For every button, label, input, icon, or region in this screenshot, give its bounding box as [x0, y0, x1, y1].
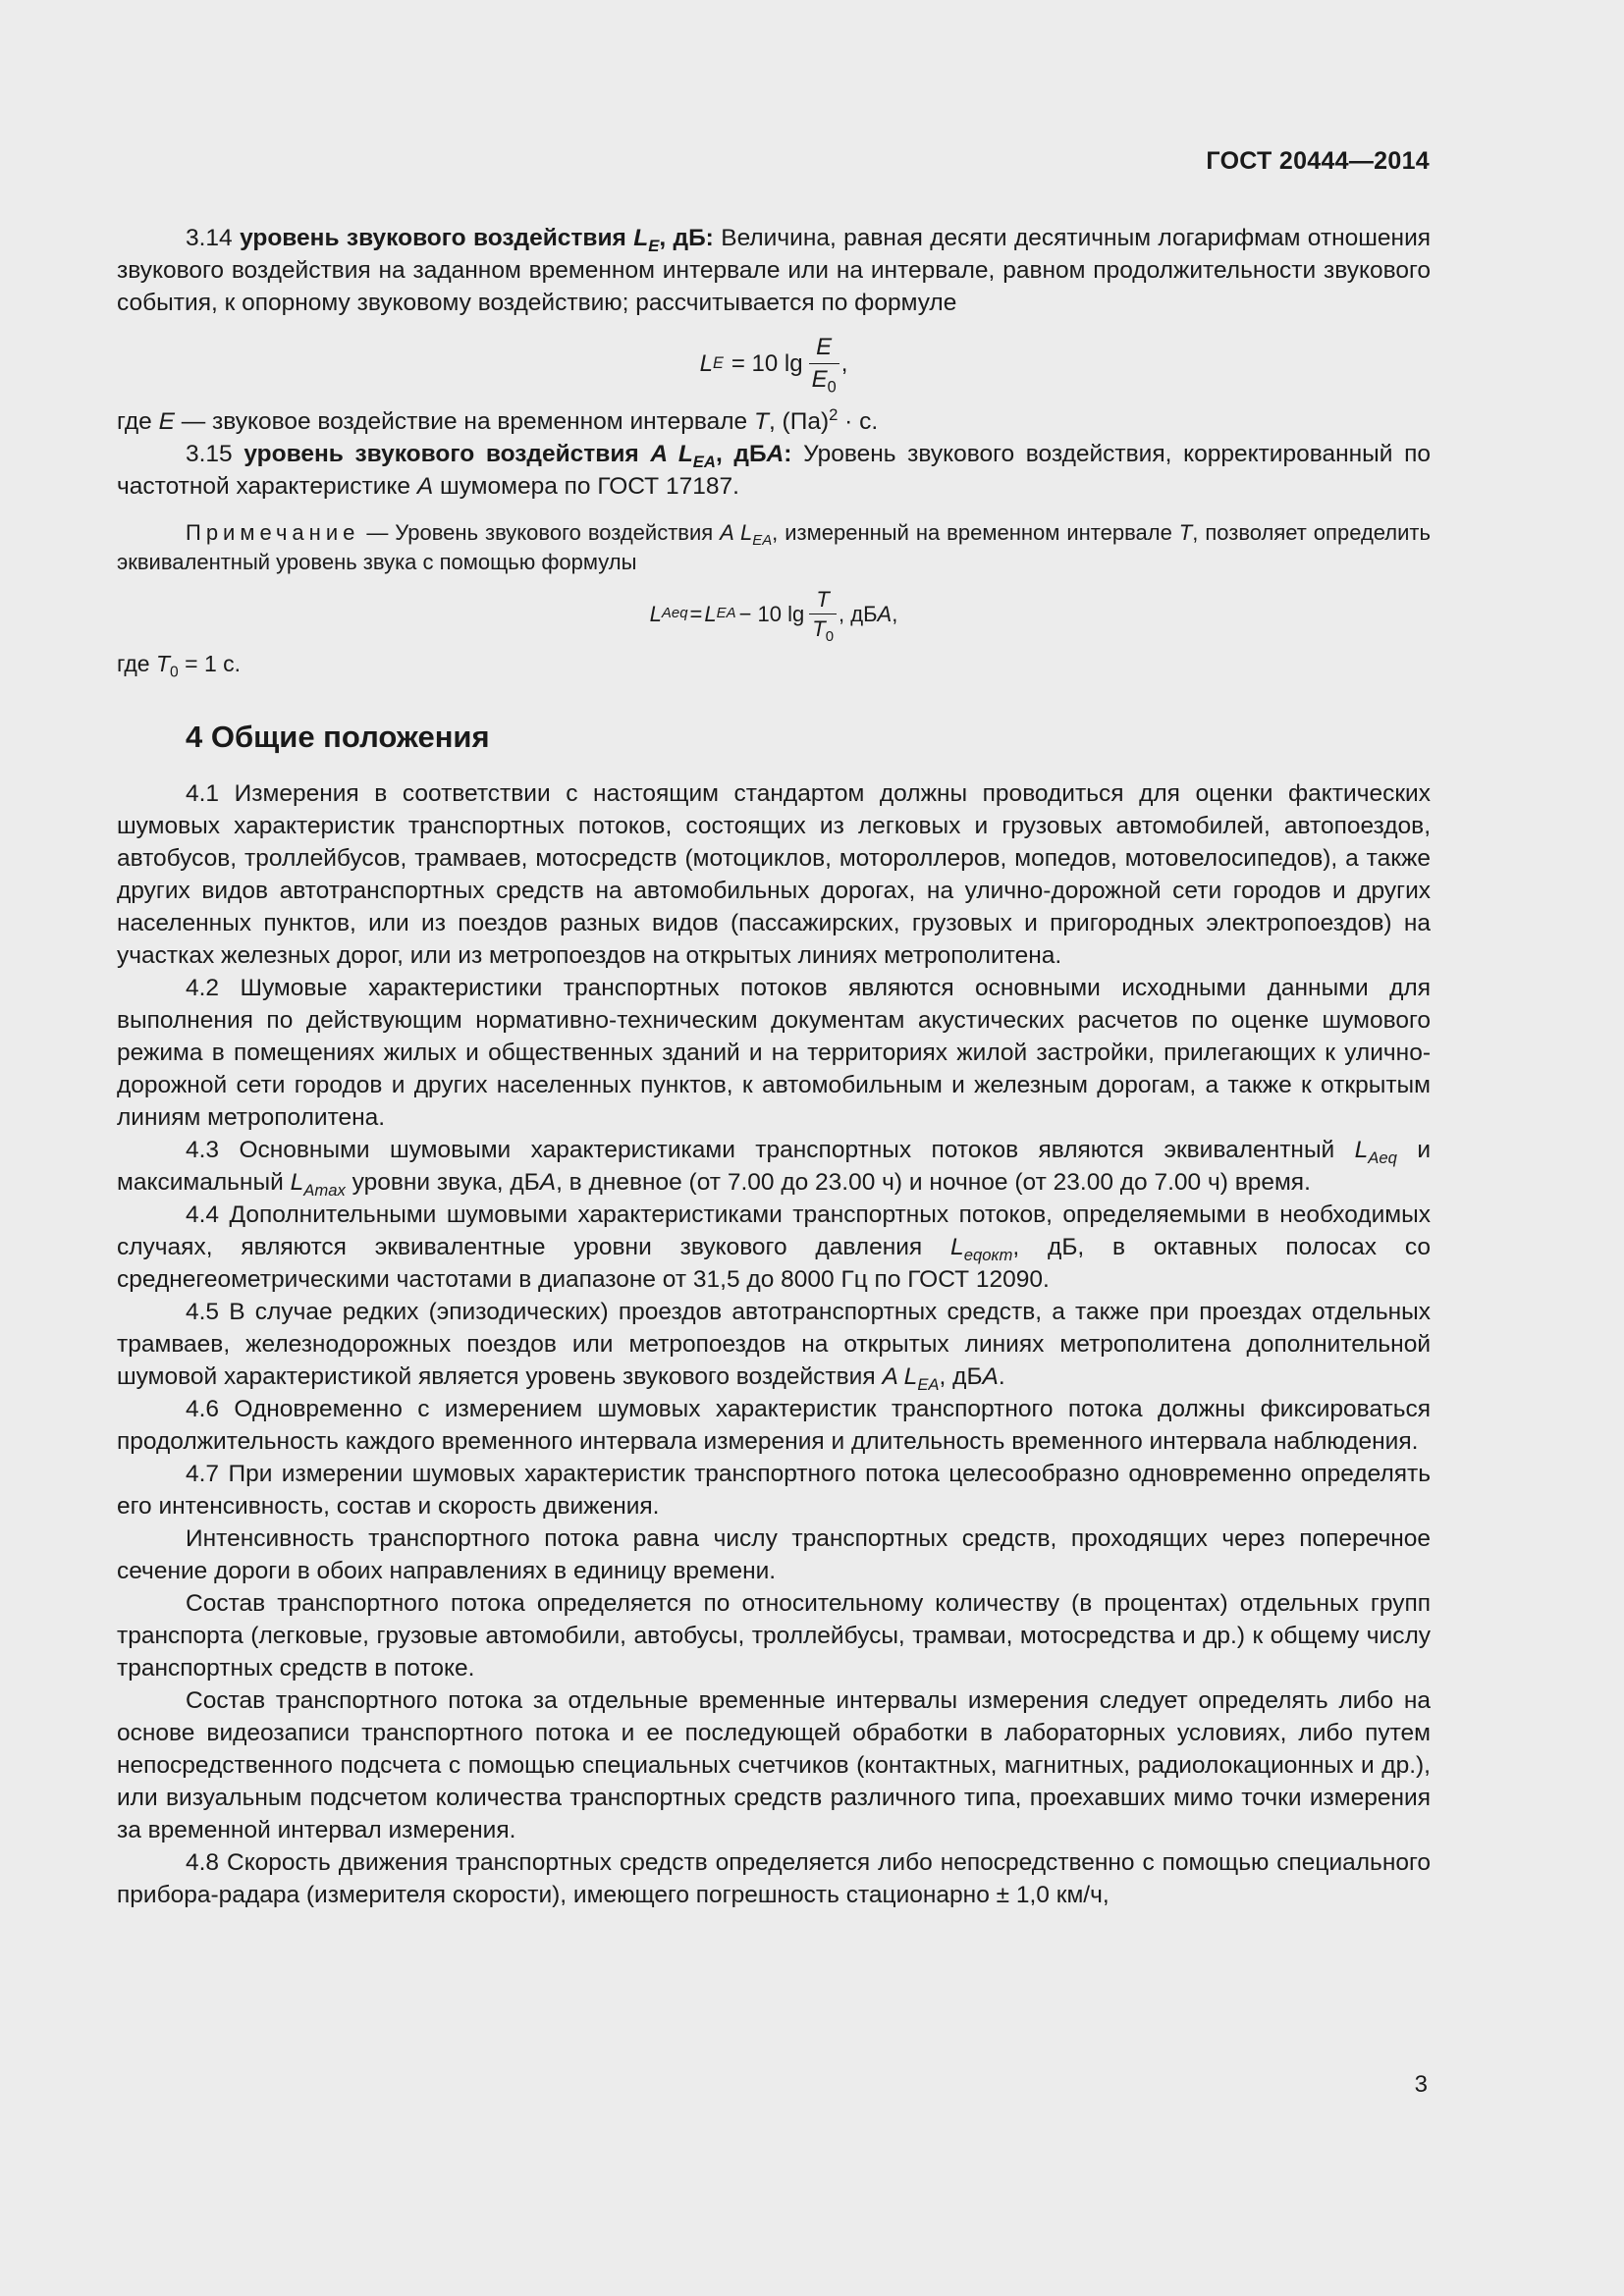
where-t0: где $T_0 = 1$ с.: [117, 651, 242, 681]
section-4-title: 4 Общие положения: [186, 720, 490, 754]
clause-3-14: 3.14 уровень звукового воздействия $L_E$, дБ: Величина, равная десяти десятичным логарифмам отношения звукового воздействия на заданном временном интервале или на интервале, равном продолжительности звукового события, к опорному звуковому воздействию; рассчитывается по формуле: [117, 225, 1432, 316]
page-number: 3: [1414, 2071, 1428, 2098]
clause-4-1: 4.1 Измерения в соответствии с настоящим стандартом должны проводиться для оценки фактических шумовых характеристик транспортных потоков, состоящих из легковых и грузовых автомобилей, автопоездов, автобусов, троллейбусов, трамваев, мотосредств (мотоциклов, мотороллеров, мопедов, мотовелосипедов), а также других видов автотранспортных средств на автомобильных дорогах, на улично-дорожной сети городов и других населенных пунктов, или из поездов разных видов (пассажирских, грузовых и пригородных электропоездов) на участках железных дорог, или из метропоездов на открытых линиях метрополитена.: [117, 780, 1431, 969]
where-e: где E — звуковое воздействие на временном интервале T, (Па)$^2$ · с.: [117, 404, 879, 435]
document-body: [117, 222, 1431, 1911]
clause-3-15: 3.15 уровень звукового воздействия A $L_{EA}$, дБА: Уровень звукового воздействия, корректированный по частотной характеристике A шумомера по ГОСТ 17187.: [117, 441, 1432, 500]
fraction-t-over-t0: $\frac{T}{T_0}$: [809, 586, 837, 642]
clause-4-7: 4.7 При измерении шумовых характеристик транспортного потока целесообразно одновременно определять его интенсивность, состав и скорость движения.: [117, 1461, 1431, 1520]
clause-4-6: 4.6 Одновременно с измерением шумовых характеристик транспортного потока должны фиксироваться продолжительность каждого временного интервала измерения и длительность временного интервала наблюдения.: [117, 1396, 1431, 1455]
paragraph-composition: Состав транспортного потока определяется по относительному количеству (в процентах) отдельных групп транспорта (легковые, грузовые автомобили, автобусы, троллейбусы, трамваи, мотосредства и др.) к общему числу транспортных средств в потоке.: [117, 1590, 1431, 1682]
document-header: ГОСТ 20444—2014: [1206, 147, 1430, 175]
clause-4-3: 4.3 Основными шумовыми характеристиками транспортных потоков являются эквивалентный $L_{Aeq}$ и максимальный $L_{Amax}$ уровни звука, дБА, в дневное (от 7.00 до 23.00 ч) и ночное (от 23.00 до 7.00 ч) время.: [117, 1137, 1431, 1200]
term-3-15: уровень звукового воздействия A $L_{EA}$, дБА:: [244, 441, 792, 471]
formula-laeq: L Aeq = L EA − 10 lg $\frac{T}{T_0}$ , дБ A ,: [649, 586, 898, 645]
clause-4-5: 4.5 В случае редких (эпизодических) проездов автотранспортных средств, а также при проездах отдельных трамваев, железнодорожных поездов или метропоездов на открытых линиях метрополитена дополнительной шумовой характеристикой является уровень звукового воздействия A $L_{EA}$, дБA.: [117, 1299, 1431, 1394]
paragraph-intensity: Интенсивность транспортного потока равна числу транспортных средств, проходящих через поперечное сечение дороги в обоих направлениях в единицу времени.: [117, 1525, 1431, 1584]
clause-4-2: 4.2 Шумовые характеристики транспортных потоков являются основными исходными данными для выполнения по действующим нормативно-техническим документам акустических расчетов по оценке шумового режима в помещениях жилых и общественных зданий и на территориях жилой застройки, прилегающих к улично-дорожной сети городов и других населенных пунктов, к автомобильным и железным дорогам, а также к открытым линиям метрополитена.: [117, 975, 1431, 1131]
clause-4-4: 4.4 Дополнительными шумовыми характеристиками транспортных потоков, определяемыми в необходимых случаях, являются эквивалентные уровни звукового давления $L_{eqокт}$, дБ, в октавных полосах со среднегеометрическими частотами в диапазоне от 31,5 до 8000 Гц по ГОСТ 12090.: [117, 1201, 1432, 1293]
paragraph-composition-intervals: Состав транспортного потока за отдельные временные интервалы измерения следует определять либо на основе видеозаписи транспортного потока и ее последующей обработки в лабораторных условиях, либо путем непосредственного подсчета с помощью специальных счетчиков (контактных, магнитных, радиолокационных и др.), или визуальным подсчетом количества транспортных средств различного типа, проехавших мимо точки измерения за временной интервал измерения.: [117, 1687, 1431, 1843]
term-3-14: уровень звукового воздействия $L_E$, дБ:: [240, 225, 714, 255]
clause-4-8: 4.8 Скорость движения транспортных средств определяется либо непосредственно с помощью специального прибора-радара (измерителя скорости), имеющего погрешность стационарно ± 1,0 км/ч,: [117, 1849, 1431, 1908]
note-3-15: Примечание — Уровень звукового воздействия A $L_{EA}$, измеренный на временном интервале T, позволяет определить эквивалентный уровень звука с помощью формулы: [117, 520, 1431, 574]
formula-le: L E = 10 lg $\frac{E}{E_0}$ ,: [699, 333, 848, 397]
fraction-e-over-e0: $\frac{E}{E_0}$: [809, 333, 839, 395]
